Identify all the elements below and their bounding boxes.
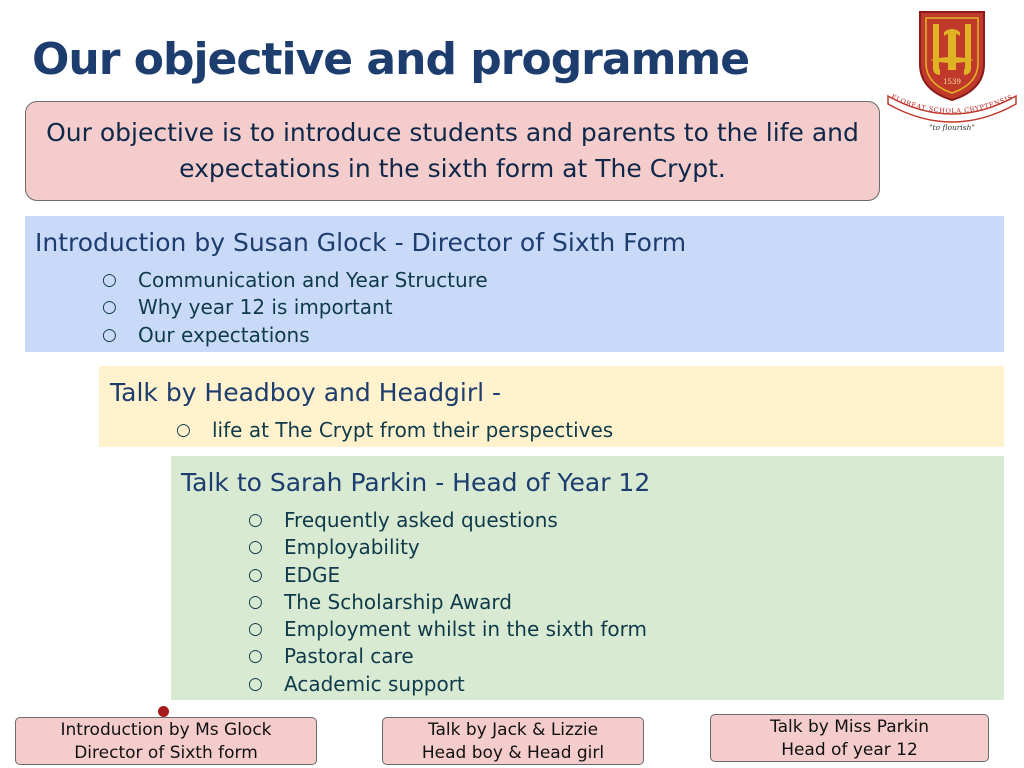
bullet-circle-icon: ○: [248, 510, 263, 530]
section-introduction: [25, 216, 1004, 352]
objective-box: [25, 101, 880, 201]
bullet-circle-icon: ○: [102, 324, 117, 345]
list-item: ○ Why year 12 is important: [138, 294, 488, 321]
list-item: ○ Frequently asked questions: [284, 507, 647, 534]
bullet-circle-icon: ○: [248, 564, 263, 585]
section-head-of-year-list: [248, 507, 647, 698]
crest-motto: "to flourish": [929, 123, 975, 132]
list-item: ○ Pastoral care: [284, 643, 647, 670]
bullet-circle-icon: ○: [248, 646, 263, 667]
crest-year: 1539: [943, 78, 961, 86]
bullet-circle-icon: ○: [248, 673, 263, 694]
intro-ms-glock-button[interactable]: Introduction by Ms Glock Director of Sixth form: [15, 717, 317, 765]
slide-title: Our objective and programme: [32, 34, 750, 85]
list-item: ○ Communication and Year Structure: [138, 267, 488, 294]
section-headboy-headgirl: [99, 366, 1004, 447]
school-crest-logo: [884, 6, 1020, 136]
section-introduction-list: [102, 267, 488, 349]
crest-ribbon-motto: FLOREAT SCHOLA CRYPTENSIS: [889, 92, 1015, 116]
list-item: ○ The Scholarship Award: [284, 589, 647, 616]
talk-miss-parkin-button[interactable]: Talk by Miss Parkin Head of year 12: [710, 714, 989, 762]
list-item: ○ Our expectations: [138, 322, 488, 349]
objective-text: Our objective is to introduce students and parents to the life and expectations in the sixth form at The Crypt.: [46, 118, 859, 183]
section-head-of-year: [171, 456, 1004, 700]
bullet-circle-icon: ○: [248, 537, 263, 558]
section-introduction-heading: Introduction by Susan Glock - Director of Sixth Form: [35, 228, 687, 257]
list-item: ○ Academic support: [284, 671, 647, 698]
section-headboy-headgirl-heading: Talk by Headboy and Headgirl -: [110, 378, 502, 407]
bullet-circle-icon: ○: [102, 297, 117, 318]
bullet-circle-icon: ○: [248, 619, 263, 640]
pointer-dot: [158, 706, 169, 717]
bullet-circle-icon: ○: [248, 591, 263, 612]
section-headboy-headgirl-list: [176, 417, 614, 444]
bullet-circle-icon: ○: [102, 270, 117, 290]
list-item: ○ Employability: [284, 534, 647, 561]
list-item: ○ Employment whilst in the sixth form: [284, 616, 647, 643]
talk-jack-lizzie-button[interactable]: Talk by Jack & Lizzie Head boy & Head girl: [382, 717, 644, 765]
bullet-circle-icon: ○: [176, 420, 191, 440]
section-head-of-year-heading: Talk to Sarah Parkin - Head of Year 12: [181, 468, 651, 497]
list-item: ○ life at The Crypt from their perspectives: [212, 417, 613, 444]
list-item: ○ EDGE: [284, 562, 647, 589]
